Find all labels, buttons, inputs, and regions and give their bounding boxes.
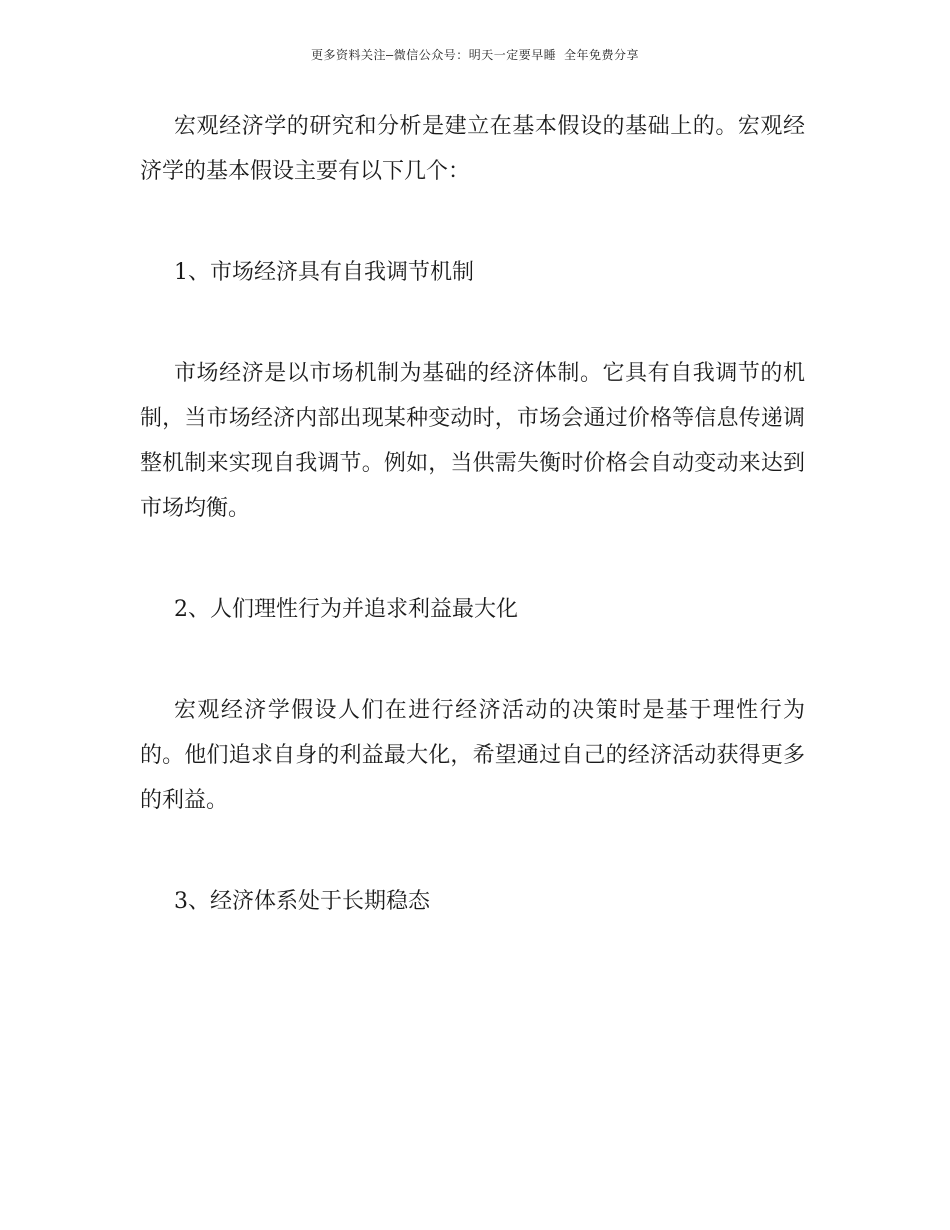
section-body-2: 宏观经济学假设人们在进行经济活动的决策时是基于理性行为的。他们追求自身的利益最大化，希望通过自己的经济活动获得更多的利益。 — [140, 698, 805, 813]
document-body — [140, 104, 805, 924]
page-header-notice: 更多资料关注–微信公众号：明天一定要早睡 全年免费分享 — [311, 48, 639, 62]
spacer — [140, 295, 805, 351]
spacer — [140, 632, 805, 688]
spacer — [140, 194, 805, 250]
spacer — [140, 531, 805, 587]
spacer — [140, 823, 805, 879]
intro-paragraph: 宏观经济学的研究和分析是建立在基本假设的基础上的。宏观经济学的基本假设主要有以下几个： — [140, 114, 805, 184]
section-body-1: 市场经济是以市场机制为基础的经济体制。它具有自我调节的机制，当市场经济内部出现某种变动时，市场会通过价格等信息传递调整机制来实现自我调节。例如，当供需失衡时价格会自动变动来达到市场均衡。 — [140, 361, 805, 521]
section-heading-3: 3、经济体系处于长期稳态 — [174, 889, 430, 914]
section-heading-1: 1、市场经济具有自我调节机制 — [174, 260, 474, 285]
section-heading-2: 2、人们理性行为并追求利益最大化 — [174, 597, 518, 622]
